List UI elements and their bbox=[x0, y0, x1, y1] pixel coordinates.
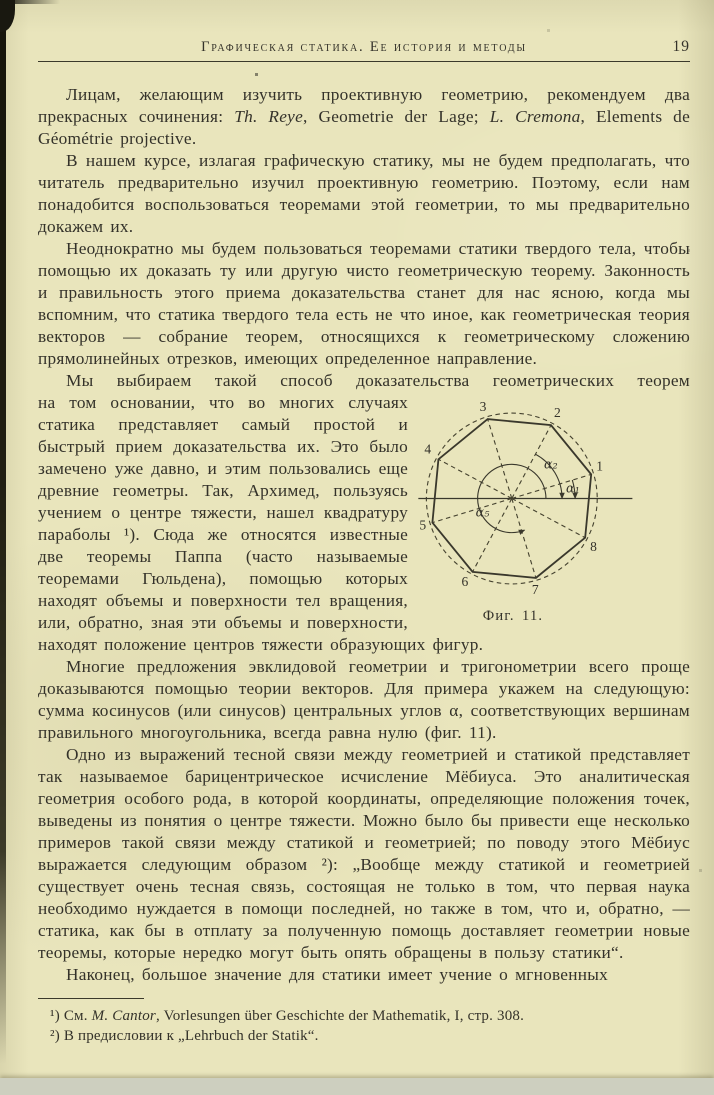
footnote-1-author: M. Cantor bbox=[91, 1008, 156, 1024]
paragraph-5: Многие предложения эвклидовой геометрии и тригонометрии всего проще доказываются помощью теории векторов. Для примера укажем на следующую: сумма косинусов (или синусов) центральных углов α, соответствующих вершинам правильного многоугольника, всегда равна нулю (фиг. 11). bbox=[38, 657, 690, 742]
alpha5-label: α₅ bbox=[475, 504, 490, 520]
vertex-label-3: 3 bbox=[479, 399, 487, 415]
footnote-1 bbox=[38, 1006, 690, 1026]
running-head bbox=[38, 38, 690, 56]
footnote-2-marker: ²) bbox=[50, 1028, 64, 1044]
scan-corner-top-left bbox=[0, 0, 15, 32]
footnote-1-text: , Vorlesungen über Geschichte der Mathematik, I, стр. 308. bbox=[155, 1008, 525, 1024]
paragraph-3: Неоднократно мы будем пользоваться теоремами статики твердого тела, чтобы помощью их доказать ту или другую чисто геометрическую теорему. Законность и правильность этого приема доказательства станет для нас ясною, когда мы вспомним, что статика твердого тела есть не что иное, как геометрическая теория векторов — собрание теорем, относящихся к геометрическому сложению прямолинейных отрезков, имеющих определенное направление. bbox=[38, 239, 690, 368]
paragraph-7: Наконец, большое значение для статики имеет учение о мгновенных bbox=[66, 965, 608, 984]
alpha2-label: α₂ bbox=[543, 456, 558, 472]
scan-edge-top bbox=[0, 0, 60, 4]
paragraph-2: В нашем курсе, излагая графическую статику, мы не будем предполагать, что читатель предварительно изучил проективную геометрию. Поэтому, если нам понадобится воспользоваться теоремами этой геометрии, то мы предварительно докажем их. bbox=[38, 151, 690, 236]
paragraph-1-text: , Geometrie der Lage; bbox=[303, 107, 490, 126]
vertex-label-6: 6 bbox=[461, 573, 469, 589]
octagon-diagram bbox=[418, 398, 690, 601]
figure-11 bbox=[418, 398, 690, 627]
vertex-label-5: 5 bbox=[419, 517, 427, 533]
footnote-1-text: См. bbox=[63, 1008, 92, 1024]
footnote-2 bbox=[38, 1026, 690, 1046]
alpha1-label: α₁ bbox=[566, 480, 581, 496]
page-number: 19 bbox=[672, 38, 690, 55]
footnote-1-marker: ¹) bbox=[50, 1008, 64, 1024]
header-rule bbox=[38, 61, 690, 62]
scan-edge-left bbox=[0, 0, 6, 1064]
vertex-label-2: 2 bbox=[554, 405, 562, 421]
paragraph-6: Одно из выражений тесной связи между геометрией и статикой представляет так называемое барицентрическое исчисление Мёбиуса. Это аналитическая геометрия особого рода, в которой координаты, определяющие положения точек, выведены из понятия о центре тяжести. Можно было бы привести еще несколько примеров такой связи между статикой и геометрией; по поводу этого Мёбиус выражается следующим образом ²): „Вообще между статикой и геометрией существует очень тесная связь, состоящая не только в том, что первая наука необходимо нуждается в помощи последней, но также в том, что и, обратно, — статика, как бы в отплату за полученную помощь доставляет геометрии новые теоремы, которые нередко могут быть опять обращены в пользу статики“. bbox=[38, 745, 690, 962]
paragraph-4-body: на том основании, что во многих случаях статика представляет самый простой и быстрый прием доказательства их. Это было замечено уже давно, и этим пользовались еще древние геометры. Так, Архимед, пользуясь учением о центре тяжести, нашел квадратуру параболы ¹). Сюда же относятся известные две теоремы Паппа (часто называемые теоремами Гюльдена), помощью которых находят объемы и поверхности тел вращения, или, обратно, зная эти объемы и поверхности, находят положение центров тяжести образующих фигур. bbox=[38, 393, 484, 654]
angle-labels bbox=[476, 456, 580, 519]
book-author-cremona: L. Cremona bbox=[489, 107, 581, 126]
footnotes bbox=[38, 1006, 690, 1046]
footnote-separator bbox=[38, 998, 144, 999]
vertex-label-7: 7 bbox=[531, 581, 539, 597]
footnote-2-text: В предисловии к „Lehrbuch der Statik“. bbox=[63, 1028, 319, 1044]
page-body bbox=[38, 84, 690, 986]
paragraph-4-lead: Мы выбираем такой способ доказательства геометрических теорем bbox=[66, 371, 690, 390]
figure-caption: Фиг. 11. bbox=[482, 608, 544, 624]
paragraph-1 bbox=[38, 84, 690, 150]
vertex-label-1: 1 bbox=[596, 458, 604, 474]
paragraph-1-text: Лицам, желающим изучить проективную геометрию, рекомендуем два прекрасных сочинения: bbox=[38, 85, 690, 126]
book-author-reye: Th. Reye bbox=[234, 107, 303, 126]
scan-edge-bottom bbox=[0, 1078, 714, 1095]
figure-wrap-zone bbox=[38, 392, 690, 656]
running-title: Графическая статика. Ее история и методы bbox=[201, 39, 527, 55]
vertex-label-8: 8 bbox=[590, 538, 598, 554]
vertex-label-4: 4 bbox=[424, 441, 432, 457]
paragraph-1-text: , Elements de Géométrie projective. bbox=[38, 107, 690, 148]
